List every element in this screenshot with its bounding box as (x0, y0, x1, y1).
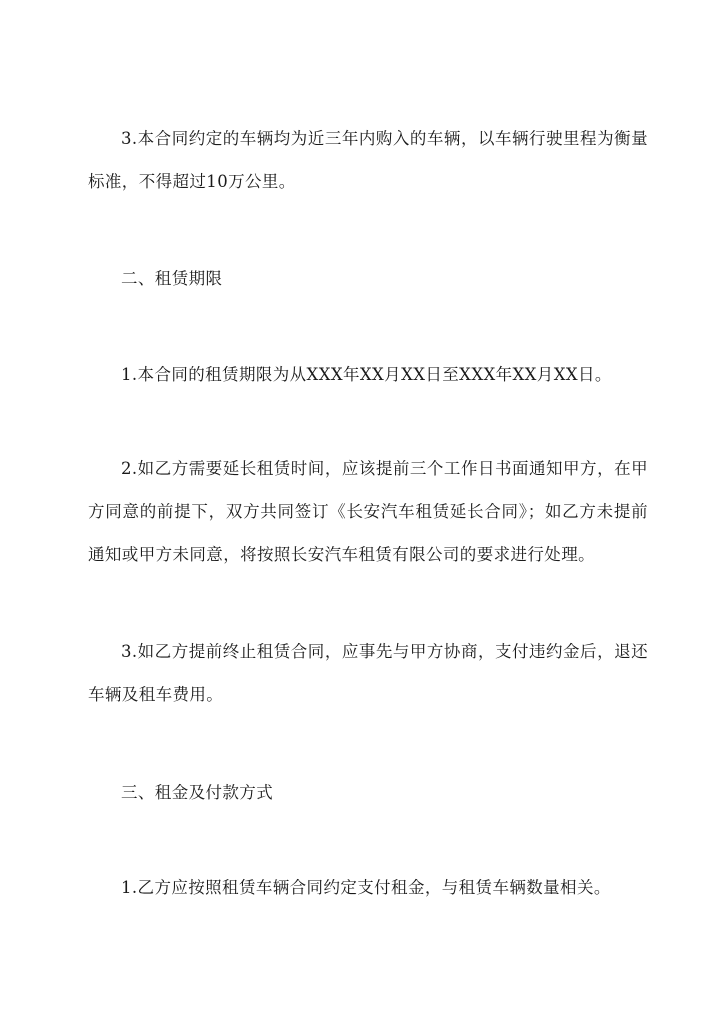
clause-lease-extension: 2.如乙方需要延长租赁时间，应该提前三个工作日书面通知甲方，在甲方同意的前提下，双方共同签订《长安汽车租赁延长合同》；如乙方未提前通知或甲方未同意，将按照长安汽车租赁有限公司的要求进行处理。 (88, 459, 648, 564)
clause-early-termination: 3.如乙方提前终止租赁合同，应事先与甲方协商，支付违约金后，退还车辆及租车费用。 (88, 642, 648, 704)
clause-lease-period: 1.本合同的租赁期限为从XXX年XX月XX日至XXX年XX月XX日。 (121, 365, 612, 384)
clause-vehicle-mileage: 3.本合同约定的车辆均为近三年内购入的车辆，以车辆行驶里程为衡量标准，不得超过10万公里。 (88, 129, 648, 191)
section-heading-rent-payment: 三、租金及付款方式 (121, 783, 274, 802)
section-heading-lease-term: 二、租赁期限 (121, 269, 223, 288)
clause-rent-payment: 1.乙方应按照租赁车辆合同约定支付租金，与租赁车辆数量相关。 (121, 878, 611, 897)
